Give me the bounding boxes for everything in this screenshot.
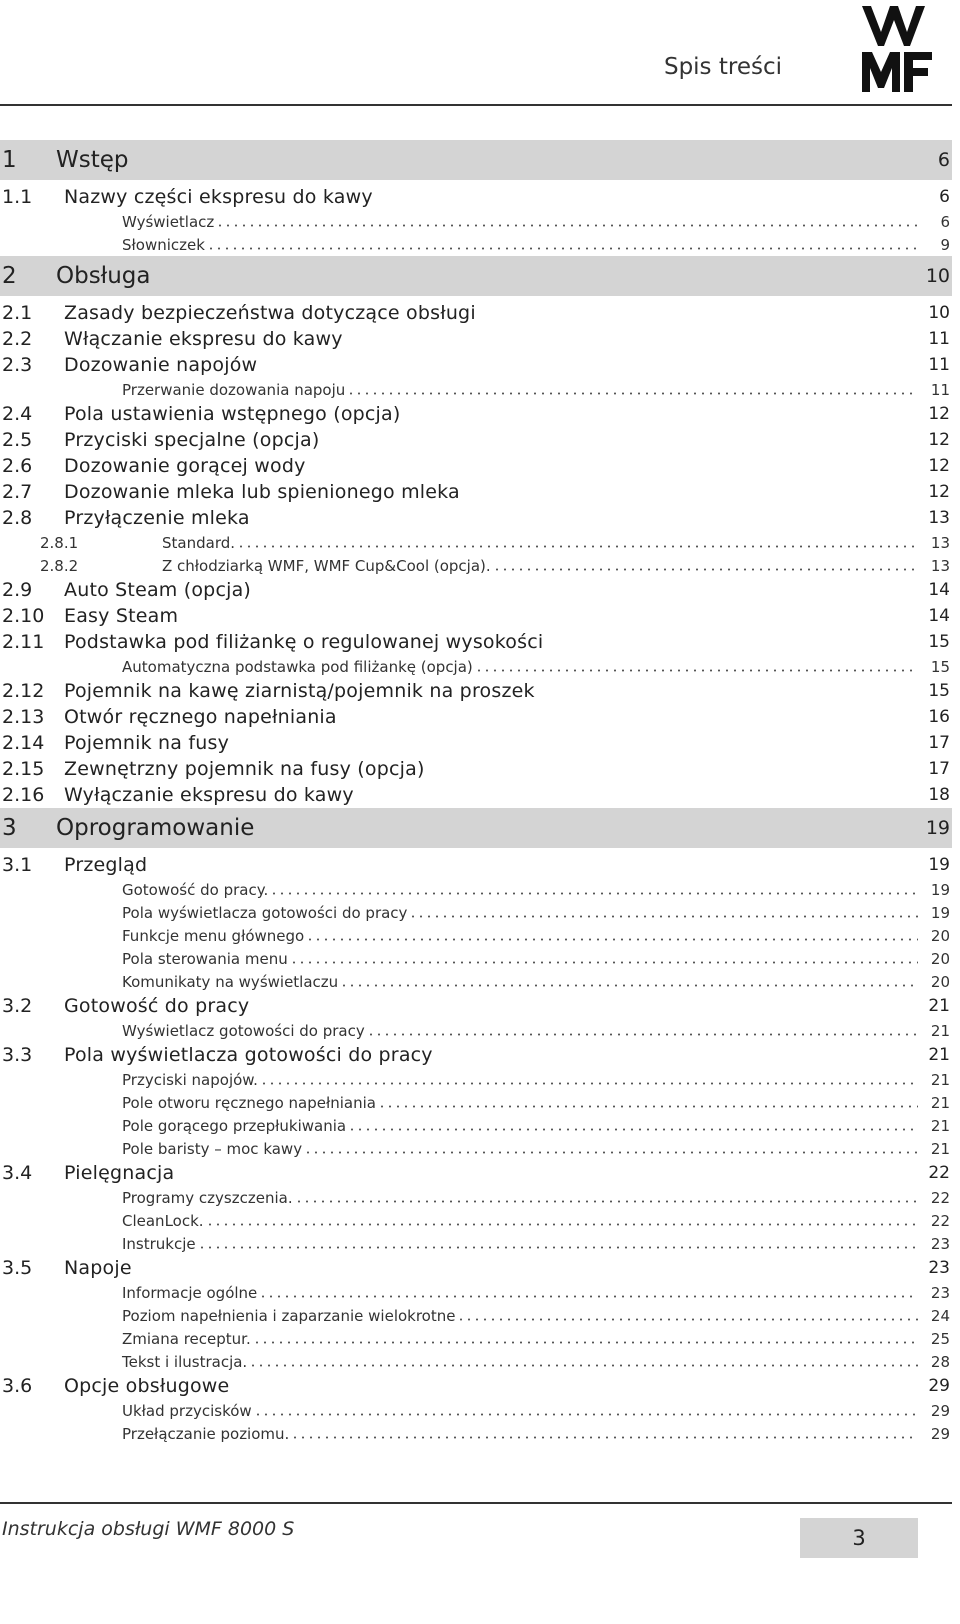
dot-leader bbox=[216, 224, 918, 227]
toc-entry-page: 15 bbox=[928, 632, 950, 652]
dot-leader bbox=[206, 1223, 918, 1226]
toc-entry-page: 12 bbox=[928, 430, 950, 450]
toc-section-row[interactable] bbox=[0, 629, 952, 655]
toc-entry-number: 2.2 bbox=[2, 328, 33, 350]
toc-sub-row[interactable] bbox=[0, 878, 952, 901]
toc-entry-page: 11 bbox=[928, 355, 950, 375]
toc-entry-page: 21 bbox=[930, 1139, 950, 1158]
toc-sub-row[interactable] bbox=[0, 1114, 952, 1137]
toc-entry-number: 1 bbox=[2, 147, 17, 173]
toc-sub-row[interactable] bbox=[0, 1350, 952, 1373]
toc-sub-row[interactable] bbox=[0, 1209, 952, 1232]
footer-document-title: Instrukcja obsługi WMF 8000 S bbox=[2, 1518, 295, 1540]
toc-entry-number: 2.8.2 bbox=[40, 556, 79, 575]
toc-sub-row[interactable] bbox=[0, 1304, 952, 1327]
toc-entry-title: Słowniczek bbox=[122, 235, 205, 254]
dot-leader bbox=[457, 1318, 918, 1321]
toc-entry-title: Układ przycisków bbox=[122, 1401, 252, 1420]
toc-chapter-row[interactable] bbox=[0, 256, 952, 296]
toc-entry-number: 3.6 bbox=[2, 1375, 33, 1397]
toc-entry-title: Przełączanie poziomu. bbox=[122, 1424, 290, 1443]
toc-entry-title: Otwór ręcznego napełniania bbox=[64, 706, 337, 728]
dot-leader bbox=[306, 938, 918, 941]
toc-section-row[interactable] bbox=[0, 993, 952, 1019]
toc-entry-title: Włączanie ekspresu do kawy bbox=[64, 328, 343, 350]
toc-section-row[interactable] bbox=[0, 401, 952, 427]
toc-entry-number: 3 bbox=[2, 815, 17, 841]
toc-entry-title: Gotowość do pracy bbox=[64, 995, 250, 1017]
toc-entry-title: Funkcje menu głównego bbox=[122, 926, 305, 945]
page-header-title: Spis treści bbox=[663, 54, 782, 80]
toc-entry-page: 29 bbox=[928, 1376, 950, 1396]
toc-sub-row[interactable] bbox=[0, 924, 952, 947]
toc-section-row[interactable] bbox=[0, 479, 952, 505]
toc-entry-page: 17 bbox=[928, 733, 950, 753]
footer-page-number: 3 bbox=[800, 1518, 918, 1558]
toc-entry-title: Wyświetlacz gotowości do pracy bbox=[122, 1021, 365, 1040]
toc-entry-title: Zewnętrzny pojemnik na fusy (opcja) bbox=[64, 758, 425, 780]
dot-leader bbox=[253, 1341, 918, 1344]
toc-entry-page: 11 bbox=[928, 329, 950, 349]
toc-section-row[interactable] bbox=[0, 782, 952, 808]
toc-entry-title: Przyłączenie mleka bbox=[64, 507, 250, 529]
toc-section-row[interactable] bbox=[0, 1160, 952, 1186]
toc-entry-page: 19 bbox=[930, 903, 950, 922]
toc-sub-row[interactable] bbox=[0, 655, 952, 678]
toc-section-row[interactable] bbox=[0, 1042, 952, 1068]
footer-divider bbox=[0, 1502, 952, 1504]
toc-entry-title: Informacje ogólne bbox=[122, 1283, 258, 1302]
toc-entry-page: 22 bbox=[928, 1163, 950, 1183]
toc-entry-title: Pola wyświetlacza gotowości do pracy bbox=[122, 903, 408, 922]
toc-entry-page: 6 bbox=[937, 149, 950, 171]
toc-entry-title: Wyłączanie ekspresu do kawy bbox=[64, 784, 354, 806]
toc-entry-page: 9 bbox=[940, 235, 950, 254]
dot-leader bbox=[249, 1364, 918, 1367]
dot-leader bbox=[348, 1128, 918, 1131]
toc-chapter-row[interactable] bbox=[0, 808, 952, 848]
toc-entry-page: 13 bbox=[928, 508, 950, 528]
toc-entry-title: Pola ustawienia wstępnego (opcja) bbox=[64, 403, 401, 425]
toc-entry-title: Komunikaty na wyświetlaczu bbox=[122, 972, 339, 991]
toc-entry-title: Nazwy części ekspresu do kawy bbox=[64, 186, 373, 208]
toc-entry-page: 22 bbox=[930, 1188, 950, 1207]
toc-entry-page: 21 bbox=[928, 1045, 950, 1065]
toc-entry-number: 3.3 bbox=[2, 1044, 33, 1066]
toc-entry-title: Pojemnik na kawę ziarnistą/pojemnik na proszek bbox=[64, 680, 535, 702]
toc-entry-number: 2.6 bbox=[2, 455, 33, 477]
toc-entry-page: 18 bbox=[928, 785, 950, 805]
toc-entry-title: Pole baristy – moc kawy bbox=[122, 1139, 303, 1158]
dot-leader bbox=[347, 392, 918, 395]
toc-entry-title: Zasady bezpieczeństwa dotyczące obsługi bbox=[64, 302, 476, 324]
toc-entry-number: 2.11 bbox=[2, 631, 45, 653]
dot-leader bbox=[207, 247, 918, 250]
toc-entry-page: 13 bbox=[930, 556, 950, 575]
toc-entry-number: 2.3 bbox=[2, 354, 33, 376]
toc-entry-page: 19 bbox=[930, 880, 950, 899]
toc-entry-title: Poziom napełnienia i zaparzanie wielokrotne bbox=[122, 1306, 456, 1325]
toc-section-row[interactable] bbox=[0, 577, 952, 603]
toc-entry-page: 16 bbox=[928, 707, 950, 727]
toc-entry-title: Programy czyszczenia. bbox=[122, 1188, 293, 1207]
toc-sub-row[interactable] bbox=[0, 1422, 952, 1445]
toc-entry-page: 6 bbox=[940, 212, 950, 231]
toc-entry-title: Dozowanie mleka lub spienionego mleka bbox=[64, 481, 460, 503]
toc-entry-title: Tekst i ilustracja. bbox=[122, 1352, 248, 1371]
toc-entry-page: 12 bbox=[928, 456, 950, 476]
toc-entry-page: 29 bbox=[930, 1401, 950, 1420]
toc-entry-title: Wyświetlacz bbox=[122, 212, 215, 231]
toc-section-row[interactable] bbox=[0, 300, 952, 326]
toc-entry-title: Instrukcje bbox=[122, 1234, 196, 1253]
dot-leader bbox=[340, 984, 918, 987]
toc-entry-title: Napoje bbox=[64, 1257, 132, 1279]
toc-entry-number: 2.8 bbox=[2, 507, 33, 529]
table-of-contents bbox=[0, 140, 952, 1445]
dot-leader bbox=[259, 1295, 918, 1298]
toc-sub-row[interactable] bbox=[0, 233, 952, 256]
toc-sub-row[interactable] bbox=[0, 1137, 952, 1160]
toc-entry-number: 2 bbox=[2, 263, 17, 289]
dot-leader bbox=[295, 1200, 918, 1203]
toc-entry-page: 19 bbox=[928, 855, 950, 875]
dot-leader bbox=[270, 892, 918, 895]
toc-entry-page: 15 bbox=[928, 681, 950, 701]
toc-section-row[interactable] bbox=[0, 678, 952, 704]
toc-entry-page: 13 bbox=[930, 533, 950, 552]
toc-entry-page: 28 bbox=[930, 1352, 950, 1371]
toc-subnum-row[interactable] bbox=[0, 531, 952, 554]
toc-entry-page: 25 bbox=[930, 1329, 950, 1348]
toc-entry-number: 2.5 bbox=[2, 429, 33, 451]
toc-entry-number: 3.4 bbox=[2, 1162, 33, 1184]
toc-section-row[interactable] bbox=[0, 603, 952, 629]
toc-section-row[interactable] bbox=[0, 352, 952, 378]
toc-section-row[interactable] bbox=[0, 453, 952, 479]
toc-sub-row[interactable] bbox=[0, 1281, 952, 1304]
toc-entry-number: 2.14 bbox=[2, 732, 45, 754]
toc-entry-title: Wstęp bbox=[56, 147, 129, 173]
toc-section-row[interactable] bbox=[0, 704, 952, 730]
toc-entry-title: Przerwanie dozowania napoju bbox=[122, 380, 346, 399]
dot-leader bbox=[291, 1436, 918, 1439]
toc-entry-page: 19 bbox=[925, 817, 950, 839]
toc-section-row[interactable] bbox=[0, 505, 952, 531]
toc-section-row[interactable] bbox=[0, 756, 952, 782]
toc-entry-page: 21 bbox=[928, 996, 950, 1016]
toc-sub-row[interactable] bbox=[0, 378, 952, 401]
toc-entry-page: 20 bbox=[930, 972, 950, 991]
header-divider bbox=[0, 104, 952, 106]
toc-section-row[interactable] bbox=[0, 730, 952, 756]
toc-entry-title: Dozowanie napojów bbox=[64, 354, 258, 376]
toc-entry-page: 23 bbox=[930, 1234, 950, 1253]
toc-entry-title: Pielęgnacja bbox=[64, 1162, 175, 1184]
toc-entry-page: 15 bbox=[930, 657, 950, 676]
toc-entry-number: 3.1 bbox=[2, 854, 33, 876]
toc-entry-number: 3.2 bbox=[2, 995, 33, 1017]
toc-entry-page: 22 bbox=[930, 1211, 950, 1230]
toc-entry-title: Auto Steam (opcja) bbox=[64, 579, 252, 601]
toc-entry-title: Zmiana receptur. bbox=[122, 1329, 251, 1348]
dot-leader bbox=[304, 1151, 918, 1154]
toc-sub-row[interactable] bbox=[0, 970, 952, 993]
toc-entry-number: 1.1 bbox=[2, 186, 33, 208]
toc-sub-row[interactable] bbox=[0, 1068, 952, 1091]
toc-sub-row[interactable] bbox=[0, 1186, 952, 1209]
toc-entry-page: 21 bbox=[930, 1093, 950, 1112]
toc-entry-number: 2.13 bbox=[2, 706, 45, 728]
toc-entry-number: 2.15 bbox=[2, 758, 45, 780]
toc-entry-page: 12 bbox=[928, 404, 950, 424]
toc-entry-page: 20 bbox=[930, 949, 950, 968]
toc-entry-page: 24 bbox=[930, 1306, 950, 1325]
toc-sub-row[interactable] bbox=[0, 1232, 952, 1255]
toc-entry-page: 6 bbox=[939, 187, 950, 207]
toc-entry-title: Pola sterowania menu bbox=[122, 949, 288, 968]
toc-entry-title: Pola wyświetlacza gotowości do pracy bbox=[64, 1044, 433, 1066]
wmf-logo bbox=[862, 2, 944, 94]
dot-leader bbox=[198, 1246, 918, 1249]
toc-entry-page: 10 bbox=[925, 265, 950, 287]
toc-entry-number: 2.16 bbox=[2, 784, 45, 806]
toc-entry-page: 29 bbox=[930, 1424, 950, 1443]
toc-section-row[interactable] bbox=[0, 427, 952, 453]
toc-section-row[interactable] bbox=[0, 852, 952, 878]
toc-section-row[interactable] bbox=[0, 1373, 952, 1399]
toc-entry-number: 2.9 bbox=[2, 579, 33, 601]
toc-entry-page: 20 bbox=[930, 926, 950, 945]
dot-leader bbox=[493, 568, 918, 571]
toc-sub-row[interactable] bbox=[0, 1327, 952, 1350]
toc-entry-title: Przegląd bbox=[64, 854, 148, 876]
toc-entry-page: 12 bbox=[928, 482, 950, 502]
toc-sub-row[interactable] bbox=[0, 1399, 952, 1422]
toc-entry-title: Podstawka pod filiżankę o regulowanej wysokości bbox=[64, 631, 544, 653]
toc-entry-number: 2.12 bbox=[2, 680, 45, 702]
toc-section-row[interactable] bbox=[0, 326, 952, 352]
toc-entry-title: Z chłodziarką WMF, WMF Cup&Cool (opcja). bbox=[162, 556, 491, 575]
toc-entry-number: 2.4 bbox=[2, 403, 33, 425]
dot-leader bbox=[378, 1105, 918, 1108]
dot-leader bbox=[290, 961, 918, 964]
toc-section-row[interactable] bbox=[0, 184, 952, 210]
toc-entry-number: 2.1 bbox=[2, 302, 33, 324]
toc-entry-page: 23 bbox=[928, 1258, 950, 1278]
toc-entry-title: Pojemnik na fusy bbox=[64, 732, 230, 754]
toc-entry-title: Dozowanie gorącej wody bbox=[64, 455, 306, 477]
toc-entry-title: Przyciski napojów. bbox=[122, 1070, 258, 1089]
dot-leader bbox=[475, 669, 918, 672]
toc-entry-page: 21 bbox=[930, 1021, 950, 1040]
toc-entry-title: Opcje obsługowe bbox=[64, 1375, 230, 1397]
toc-sub-row[interactable] bbox=[0, 947, 952, 970]
toc-section-row[interactable] bbox=[0, 1255, 952, 1281]
toc-entry-title: CleanLock. bbox=[122, 1211, 204, 1230]
toc-entry-page: 21 bbox=[930, 1116, 950, 1135]
toc-entry-title: Oprogramowanie bbox=[56, 815, 255, 841]
toc-entry-number: 3.5 bbox=[2, 1257, 33, 1279]
toc-subnum-row[interactable] bbox=[0, 554, 952, 577]
toc-entry-title: Obsługa bbox=[56, 263, 151, 289]
toc-sub-row[interactable] bbox=[0, 901, 952, 924]
toc-entry-page: 23 bbox=[930, 1283, 950, 1302]
toc-entry-title: Automatyczna podstawka pod filiżankę (opcja) bbox=[122, 657, 473, 676]
toc-entry-page: 14 bbox=[928, 580, 950, 600]
dot-leader bbox=[254, 1413, 918, 1416]
toc-entry-page: 11 bbox=[930, 380, 950, 399]
toc-entry-page: 14 bbox=[928, 606, 950, 626]
toc-entry-title: Pole otworu ręcznego napełniania bbox=[122, 1093, 376, 1112]
toc-entry-title: Easy Steam bbox=[64, 605, 179, 627]
toc-entry-title: Przyciski specjalne (opcja) bbox=[64, 429, 320, 451]
toc-entry-title: Standard. bbox=[162, 533, 236, 552]
dot-leader bbox=[237, 545, 918, 548]
dot-leader bbox=[260, 1082, 918, 1085]
dot-leader bbox=[367, 1033, 918, 1036]
toc-chapter-row[interactable] bbox=[0, 140, 952, 180]
toc-entry-page: 21 bbox=[930, 1070, 950, 1089]
toc-entry-number: 2.8.1 bbox=[40, 533, 79, 552]
toc-entry-page: 17 bbox=[928, 759, 950, 779]
toc-entry-number: 2.7 bbox=[2, 481, 33, 503]
toc-entry-title: Pole gorącego przepłukiwania bbox=[122, 1116, 347, 1135]
toc-sub-row[interactable] bbox=[0, 210, 952, 233]
dot-leader bbox=[409, 915, 918, 918]
toc-sub-row[interactable] bbox=[0, 1019, 952, 1042]
toc-entry-page: 10 bbox=[928, 303, 950, 323]
toc-entry-title: Gotowość do pracy. bbox=[122, 880, 269, 899]
toc-entry-number: 2.10 bbox=[2, 605, 45, 627]
toc-sub-row[interactable] bbox=[0, 1091, 952, 1114]
